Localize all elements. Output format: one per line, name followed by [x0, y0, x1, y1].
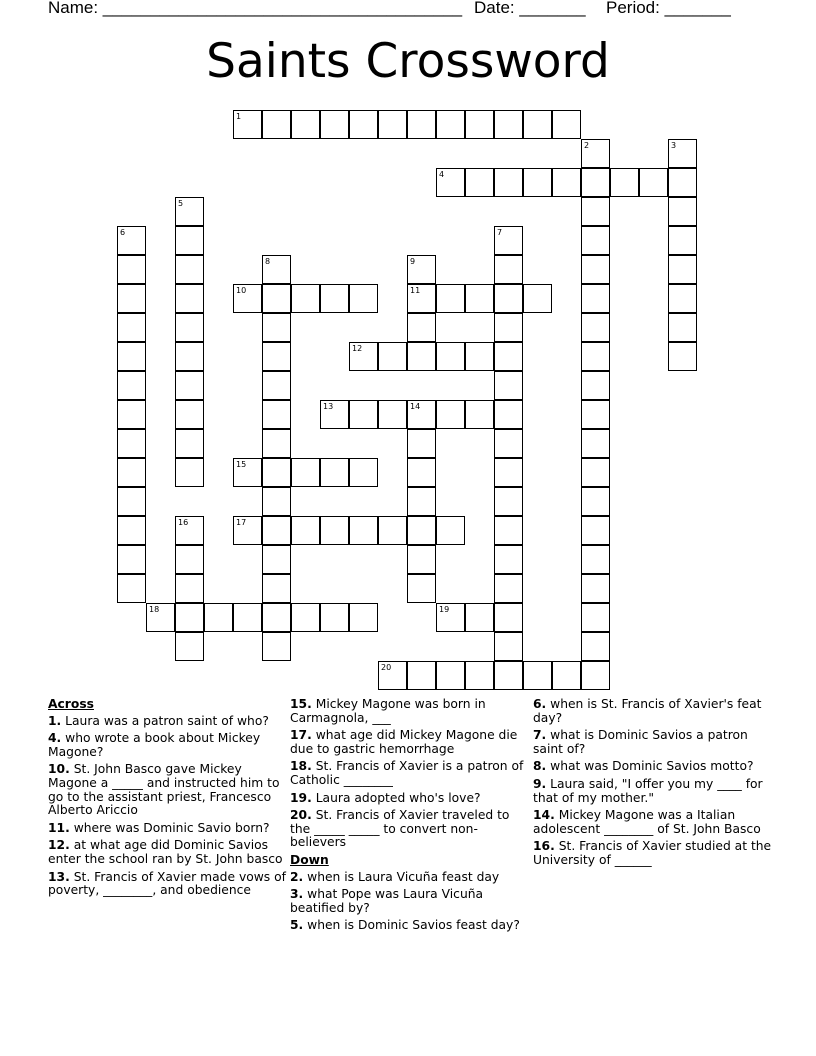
cell-number: 11 — [410, 286, 421, 295]
grid-cell[interactable] — [494, 371, 523, 400]
clue-3 — [290, 888, 530, 915]
cell-number: 1 — [236, 112, 242, 121]
grid-cell[interactable] — [494, 603, 523, 632]
cell-number: 18 — [149, 605, 160, 614]
grid-cell[interactable] — [117, 342, 146, 371]
grid-cell[interactable] — [117, 400, 146, 429]
grid-cell[interactable] — [349, 342, 378, 371]
grid-cell[interactable] — [175, 574, 204, 603]
grid-cell[interactable] — [262, 400, 291, 429]
grid-cell[interactable] — [494, 487, 523, 516]
grid-cell[interactable] — [581, 603, 610, 632]
cell-number: 3 — [671, 141, 677, 150]
grid-cell[interactable] — [175, 545, 204, 574]
grid-cell[interactable] — [668, 226, 697, 255]
clue-number: 19. — [290, 790, 312, 805]
grid-cell[interactable] — [407, 458, 436, 487]
grid-cell[interactable] — [117, 429, 146, 458]
clue-number: 1. — [48, 713, 62, 728]
grid-cell[interactable] — [175, 603, 204, 632]
clue-4 — [48, 732, 288, 759]
grid-cell[interactable] — [407, 342, 436, 371]
clue-text: what was Dominic Savios motto? — [546, 759, 754, 774]
clue-text: Mickey Magone was born in Carmagnola, ___ — [290, 697, 486, 725]
cell-number: 7 — [497, 228, 503, 237]
grid-cell[interactable] — [117, 545, 146, 574]
grid-cell[interactable] — [349, 110, 378, 139]
grid-cell[interactable] — [262, 371, 291, 400]
cell-number: 5 — [178, 199, 184, 208]
grid-cell[interactable] — [581, 313, 610, 342]
cell-number: 19 — [439, 605, 450, 614]
clue-number: 14. — [533, 808, 555, 823]
clue-number: 13. — [48, 869, 70, 884]
clue-6 — [533, 698, 773, 725]
clue-1 — [48, 715, 288, 729]
grid-cell[interactable] — [494, 284, 523, 313]
grid-cell[interactable] — [668, 342, 697, 371]
clue-number: 4. — [48, 731, 62, 746]
grid-cell[interactable] — [436, 661, 465, 690]
grid-cell[interactable] — [581, 429, 610, 458]
clue-text: when is Laura Vicuña feast day — [303, 869, 500, 884]
clue-number: 10. — [48, 762, 70, 777]
grid-cell[interactable] — [291, 284, 320, 313]
grid-cell[interactable] — [407, 516, 436, 545]
cell-number: 17 — [236, 518, 247, 527]
grid-cell[interactable] — [233, 603, 262, 632]
grid-cell[interactable] — [581, 661, 610, 690]
grid-cell[interactable] — [581, 487, 610, 516]
clue-number: 18. — [290, 759, 312, 774]
cell-number: 4 — [439, 170, 445, 179]
grid-cell[interactable] — [465, 168, 494, 197]
grid-cell[interactable] — [494, 342, 523, 371]
grid-cell[interactable] — [494, 168, 523, 197]
grid-cell[interactable] — [320, 284, 349, 313]
clue-text: St. John Basco gave Mickey Magone a _____ and instructed him to go to the assistant priest, Francesco Alberto Ariccio — [48, 762, 280, 818]
grid-cell[interactable] — [494, 545, 523, 574]
grid-cell[interactable] — [407, 661, 436, 690]
grid-cell[interactable] — [175, 632, 204, 661]
clue-number: 6. — [533, 697, 547, 711]
grid-cell[interactable] — [262, 487, 291, 516]
grid-cell[interactable] — [552, 110, 581, 139]
grid-cell[interactable] — [175, 400, 204, 429]
clue-number: 16. — [533, 839, 555, 854]
down-heading: Down — [290, 852, 329, 867]
grid-cell[interactable] — [291, 458, 320, 487]
grid-cell[interactable] — [436, 168, 465, 197]
grid-cell[interactable] — [262, 632, 291, 661]
grid-cell[interactable] — [436, 110, 465, 139]
grid-cell[interactable] — [668, 197, 697, 226]
grid-cell[interactable] — [320, 603, 349, 632]
grid-cell[interactable] — [581, 168, 610, 197]
clue-text: at what age did Dominic Savios enter the school ran by St. John basco — [48, 838, 283, 866]
grid-cell[interactable] — [117, 313, 146, 342]
grid-cell[interactable] — [262, 284, 291, 313]
grid-cell[interactable] — [465, 342, 494, 371]
clue-number: 17. — [290, 728, 312, 743]
grid-cell[interactable] — [668, 139, 697, 168]
grid-cell[interactable] — [175, 342, 204, 371]
grid-cell[interactable] — [349, 284, 378, 313]
grid-cell[interactable] — [494, 458, 523, 487]
grid-cell[interactable] — [349, 516, 378, 545]
grid-cell[interactable] — [494, 661, 523, 690]
cell-number: 16 — [178, 518, 189, 527]
clue-text: what Pope was Laura Vicuña beatified by? — [290, 887, 484, 915]
grid-cell[interactable] — [523, 284, 552, 313]
grid-cell[interactable] — [233, 516, 262, 545]
clue-13 — [48, 871, 288, 898]
grid-cell[interactable] — [407, 284, 436, 313]
grid-cell[interactable] — [581, 574, 610, 603]
grid-cell[interactable] — [436, 400, 465, 429]
grid-cell[interactable] — [494, 110, 523, 139]
grid-cell[interactable] — [117, 226, 146, 255]
clue-text: St. Francis of Xavier is a patron of Catholic ________ — [290, 759, 524, 787]
grid-cell[interactable] — [262, 313, 291, 342]
grid-cell[interactable] — [175, 197, 204, 226]
grid-cell[interactable] — [581, 516, 610, 545]
grid-cell[interactable] — [349, 603, 378, 632]
clue-7 — [533, 729, 773, 756]
grid-cell[interactable] — [465, 661, 494, 690]
grid-cell[interactable] — [117, 487, 146, 516]
grid-cell[interactable] — [378, 516, 407, 545]
grid-cell[interactable] — [262, 545, 291, 574]
grid-cell[interactable] — [407, 313, 436, 342]
grid-cell[interactable] — [320, 458, 349, 487]
grid-cell[interactable] — [117, 458, 146, 487]
grid-cell[interactable] — [494, 400, 523, 429]
grid-cell[interactable] — [610, 168, 639, 197]
clue-14 — [533, 809, 773, 836]
clue-number: 2. — [290, 869, 304, 884]
grid-cell[interactable] — [581, 197, 610, 226]
grid-cell[interactable] — [262, 574, 291, 603]
clue-text: Laura was a patron saint of who? — [61, 713, 269, 728]
grid-cell[interactable] — [349, 458, 378, 487]
grid-cell[interactable] — [262, 516, 291, 545]
clue-number: 20. — [290, 808, 312, 823]
grid-cell[interactable] — [436, 603, 465, 632]
clue-number: 3. — [290, 887, 304, 902]
grid-cell[interactable] — [581, 458, 610, 487]
grid-cell[interactable] — [668, 255, 697, 284]
clue-12 — [48, 839, 288, 866]
grid-cell[interactable] — [117, 284, 146, 313]
cell-number: 14 — [410, 402, 421, 411]
clue-number: 15. — [290, 697, 312, 711]
grid-cell[interactable] — [407, 545, 436, 574]
clue-number: 11. — [48, 820, 70, 835]
cell-number: 15 — [236, 460, 247, 469]
clue-10 — [48, 763, 288, 817]
grid-cell[interactable] — [233, 110, 262, 139]
clue-text: when is St. Francis of Xavier's feat day? — [533, 697, 762, 725]
grid-cell[interactable] — [436, 284, 465, 313]
grid-cell[interactable] — [465, 110, 494, 139]
cell-number: 10 — [236, 286, 247, 295]
grid-cell[interactable] — [436, 342, 465, 371]
clues-column-2 — [290, 698, 530, 937]
grid-cell[interactable] — [117, 516, 146, 545]
grid-cell[interactable] — [581, 632, 610, 661]
grid-cell[interactable] — [494, 632, 523, 661]
clue-19 — [290, 792, 530, 806]
clue-number: 7. — [533, 728, 547, 743]
grid-cell[interactable] — [262, 458, 291, 487]
cell-number: 12 — [352, 344, 363, 353]
cell-number: 8 — [265, 257, 271, 266]
clue-text: what is Dominic Savios a patron saint of? — [533, 728, 748, 756]
grid-cell[interactable] — [494, 516, 523, 545]
grid-cell[interactable] — [233, 458, 262, 487]
clue-number: 9. — [533, 776, 547, 791]
clue-text: what age did Mickey Magone die due to gastric hemorrhage — [290, 728, 518, 756]
grid-cell[interactable] — [581, 284, 610, 313]
grid-cell[interactable] — [465, 400, 494, 429]
grid-cell[interactable] — [262, 110, 291, 139]
grid-cell[interactable] — [146, 603, 175, 632]
clue-text: Laura said, "I offer you my ____ for that of my mother." — [533, 776, 763, 805]
clue-text: St. Francis of Xavier made vows of poverty, ________, and obedience — [48, 869, 286, 898]
clue-text: when is Dominic Savios feast day? — [303, 918, 520, 933]
clues-column-1 — [48, 698, 288, 902]
grid-cell[interactable] — [262, 603, 291, 632]
clue-number: 12. — [48, 838, 70, 853]
grid-cell[interactable] — [494, 226, 523, 255]
grid-cell[interactable] — [581, 371, 610, 400]
clue-2 — [290, 871, 530, 885]
grid-cell[interactable] — [581, 226, 610, 255]
grid-cell[interactable] — [291, 516, 320, 545]
page-title: Saints Crossword — [206, 34, 610, 89]
grid-cell[interactable] — [204, 603, 233, 632]
grid-cell[interactable] — [407, 574, 436, 603]
cell-number: 6 — [120, 228, 126, 237]
grid-cell[interactable] — [233, 284, 262, 313]
clue-8 — [533, 760, 773, 774]
grid-cell[interactable] — [175, 371, 204, 400]
grid-cell[interactable] — [581, 400, 610, 429]
grid-cell[interactable] — [552, 168, 581, 197]
clue-17 — [290, 729, 530, 756]
grid-cell[interactable] — [175, 429, 204, 458]
clue-number: 5. — [290, 918, 304, 933]
grid-cell[interactable] — [494, 429, 523, 458]
grid-cell[interactable] — [175, 226, 204, 255]
clues-column-3 — [533, 698, 773, 872]
grid-cell[interactable] — [407, 400, 436, 429]
grid-cell[interactable] — [262, 342, 291, 371]
grid-cell[interactable] — [349, 400, 378, 429]
date-field[interactable]: Date: _______ — [474, 0, 586, 17]
clue-15 — [290, 698, 530, 725]
cell-number: 20 — [381, 663, 392, 672]
clue-number: 8. — [533, 759, 547, 774]
grid-cell[interactable] — [668, 168, 697, 197]
grid-cell[interactable] — [465, 603, 494, 632]
clue-18 — [290, 760, 530, 787]
name-field[interactable]: Name: ______________________________________ — [48, 0, 463, 17]
clue-text: who wrote a book about Mickey Magone? — [48, 731, 261, 759]
period-field[interactable]: Period: _______ — [606, 0, 731, 17]
grid-cell[interactable] — [639, 168, 668, 197]
grid-cell[interactable] — [668, 284, 697, 313]
cell-number: 13 — [323, 402, 334, 411]
grid-cell[interactable] — [175, 255, 204, 284]
grid-cell[interactable] — [407, 255, 436, 284]
grid-cell[interactable] — [320, 516, 349, 545]
clue-20 — [290, 809, 530, 850]
grid-cell[interactable] — [320, 400, 349, 429]
cell-number: 2 — [584, 141, 590, 150]
clue-9 — [533, 778, 773, 805]
grid-cell[interactable] — [378, 110, 407, 139]
grid-cell[interactable] — [552, 661, 581, 690]
clue-text: where was Dominic Savio born? — [69, 820, 270, 835]
grid-cell[interactable] — [262, 429, 291, 458]
grid-cell[interactable] — [117, 371, 146, 400]
grid-cell[interactable] — [436, 516, 465, 545]
grid-cell[interactable] — [175, 516, 204, 545]
grid-cell[interactable] — [494, 313, 523, 342]
clue-text: Mickey Magone was a Italian adolescent ________ of St. John Basco — [533, 808, 761, 836]
grid-cell[interactable] — [465, 284, 494, 313]
clue-text: St. Francis of Xavier studied at the University of ______ — [533, 839, 772, 867]
clue-text: St. Francis of Xavier traveled to the _____ _____ to convert non-believers — [290, 808, 510, 850]
grid-cell[interactable] — [407, 110, 436, 139]
grid-cell[interactable] — [378, 342, 407, 371]
grid-cell[interactable] — [407, 429, 436, 458]
grid-cell[interactable] — [291, 603, 320, 632]
grid-cell[interactable] — [523, 661, 552, 690]
grid-cell[interactable] — [494, 574, 523, 603]
grid-cell[interactable] — [581, 255, 610, 284]
grid-cell[interactable] — [175, 313, 204, 342]
across-heading: Across — [48, 697, 94, 711]
grid-cell[interactable] — [581, 545, 610, 574]
grid-cell[interactable] — [291, 110, 320, 139]
grid-cell[interactable] — [378, 661, 407, 690]
grid-cell[interactable] — [117, 574, 146, 603]
cell-number: 9 — [410, 257, 416, 266]
grid-cell[interactable] — [581, 342, 610, 371]
grid-cell[interactable] — [494, 255, 523, 284]
clue-5 — [290, 919, 530, 933]
grid-cell[interactable] — [523, 110, 552, 139]
grid-cell[interactable] — [523, 168, 552, 197]
grid-cell[interactable] — [581, 139, 610, 168]
grid-cell[interactable] — [262, 255, 291, 284]
clue-11 — [48, 822, 288, 836]
clue-text: Laura adopted who's love? — [311, 790, 481, 805]
grid-cell[interactable] — [668, 313, 697, 342]
grid-cell[interactable] — [378, 400, 407, 429]
grid-cell[interactable] — [320, 110, 349, 139]
grid-cell[interactable] — [175, 284, 204, 313]
grid-cell[interactable] — [175, 458, 204, 487]
clue-16 — [533, 840, 773, 867]
grid-cell[interactable] — [407, 487, 436, 516]
grid-cell[interactable] — [117, 255, 146, 284]
